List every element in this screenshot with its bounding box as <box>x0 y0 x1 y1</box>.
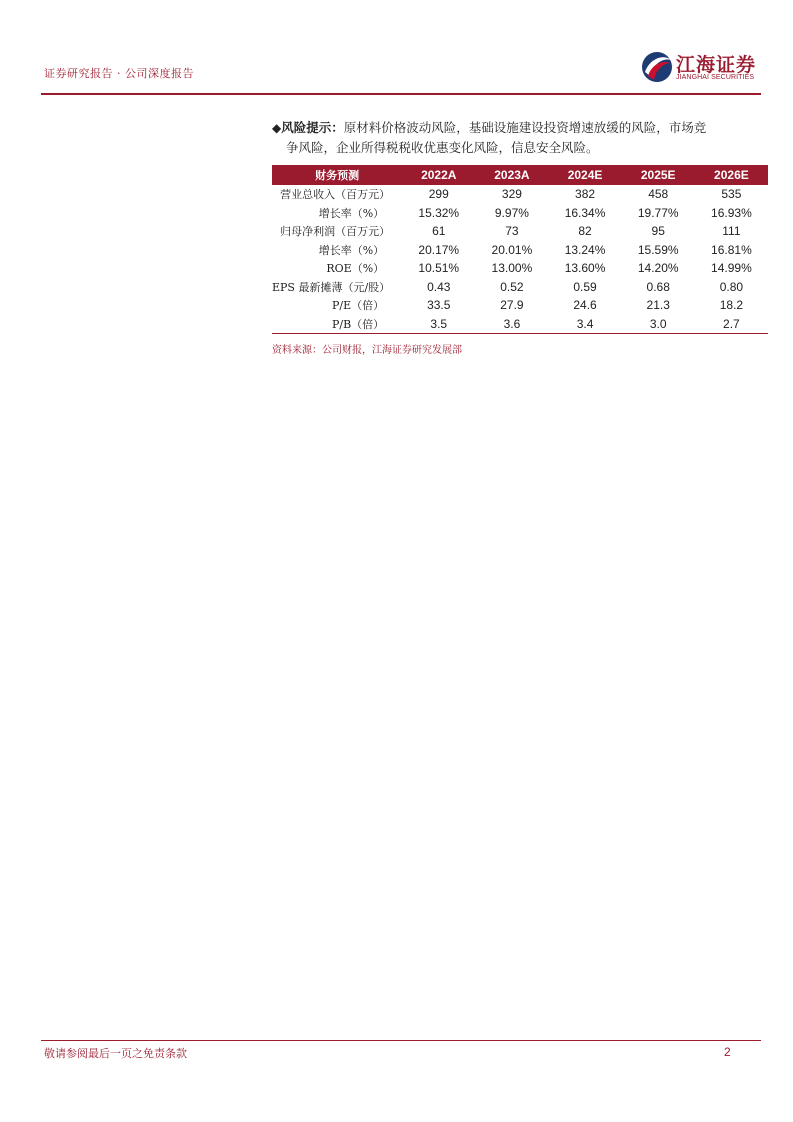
table-row <box>272 222 768 241</box>
table-cell: 535 <box>721 187 742 202</box>
table-row <box>272 259 768 278</box>
table-cell: 13.00% <box>491 261 533 276</box>
table-header-cell: 财务预测 <box>272 165 402 185</box>
financial-forecast-table <box>272 165 768 334</box>
table-cell: 33.5 <box>427 298 451 313</box>
row-label: 增长率（%） <box>318 243 385 257</box>
table-cell: 9.97% <box>494 205 529 220</box>
table-cell: 19.77% <box>637 205 679 220</box>
table-cell: 15.59% <box>637 242 679 257</box>
risk-label: 风险提示： <box>281 120 344 135</box>
table-header-cell: 2022A <box>402 165 475 185</box>
table-cell: 0.43 <box>427 279 451 294</box>
table-cell: 27.9 <box>500 298 524 313</box>
row-label: ROE（%） <box>326 262 385 276</box>
table-cell: 61 <box>432 224 446 239</box>
row-label: 营业总收入（百万元） <box>280 188 391 202</box>
table-header-cell: 2026E <box>695 165 768 185</box>
row-label: 增长率（%） <box>318 206 385 220</box>
table-cell: 16.34% <box>564 205 606 220</box>
row-label: P/B（倍） <box>272 315 402 334</box>
table-cell: 73 <box>505 224 519 239</box>
table-cell: 10.51% <box>418 261 460 276</box>
footer-divider <box>41 1040 761 1041</box>
table-cell: 329 <box>501 187 522 202</box>
table-cell: 458 <box>648 187 669 202</box>
table-header-cell: 2023A <box>475 165 548 185</box>
table-cell: 0.80 <box>719 279 744 294</box>
logo-text-cn: 江海证券 <box>676 54 757 76</box>
header-divider <box>41 93 761 95</box>
table-cell: 20.01% <box>491 242 533 257</box>
table-row <box>272 296 768 315</box>
table-cell: 82 <box>578 224 592 239</box>
table-cell: 0.68 <box>646 279 670 294</box>
table-row <box>272 315 768 334</box>
data-source-note: 资料来源：公司财报，江海证券研究发展部 <box>272 345 462 356</box>
table-row <box>272 204 768 223</box>
table-cell: 15.32% <box>418 205 460 220</box>
table-row <box>272 185 768 204</box>
risk-text-line1: 原材料价格波动风险，基础设施建设投资增速放缓的风险，市场竞 <box>343 120 707 135</box>
table-cell: 16.81% <box>711 242 752 257</box>
table-cell: 0.59 <box>573 279 597 294</box>
table-cell: 21.3 <box>646 298 670 313</box>
table-cell: 3.5 <box>402 315 475 334</box>
table-cell: 13.24% <box>564 242 606 257</box>
risk-text-line2: 争风险，企业所得税税收优惠变化风险，信息安全风险。 <box>286 140 599 155</box>
table-cell: 16.93% <box>711 205 752 220</box>
company-logo <box>640 48 760 88</box>
table-cell: 299 <box>428 187 449 202</box>
table-cell: 382 <box>575 187 596 202</box>
page-number: 2 <box>724 1045 731 1059</box>
table-cell: 0.52 <box>500 279 524 294</box>
table-cell: 3.4 <box>548 315 621 334</box>
row-label: 归母净利润（百万元） <box>280 225 391 239</box>
table-cell: 14.99% <box>711 261 752 276</box>
row-label: P/E（倍） <box>332 299 385 313</box>
report-type-header: 证券研究报告 · 公司深度报告 <box>44 67 194 80</box>
table-cell: 24.6 <box>573 298 597 313</box>
logo-text-en: JIANGHAI SECURITIES <box>676 74 755 81</box>
table-cell: 111 <box>722 224 741 239</box>
table-row <box>272 241 768 260</box>
row-label: EPS 最新摊薄（元/股） <box>272 280 391 294</box>
table-cell: 3.0 <box>622 315 695 334</box>
table-cell: 2.7 <box>695 315 768 334</box>
table-cell: 14.20% <box>637 261 679 276</box>
diamond-bullet-icon: ◆ <box>272 121 282 135</box>
table-header-cell: 2025E <box>622 165 695 185</box>
table-header-row <box>272 165 768 185</box>
table-cell: 20.17% <box>418 242 460 257</box>
table-cell: 18.2 <box>719 298 744 313</box>
table-header-cell: 2024E <box>548 165 621 185</box>
table-cell: 13.60% <box>564 261 606 276</box>
table-cell: 95 <box>651 224 665 239</box>
table-row <box>272 278 768 297</box>
table-cell: 3.6 <box>475 315 548 334</box>
jianghai-logo-icon <box>640 50 674 84</box>
disclaimer-note: 敬请参阅最后一页之免责条款 <box>44 1047 187 1060</box>
risk-warning <box>272 118 768 158</box>
